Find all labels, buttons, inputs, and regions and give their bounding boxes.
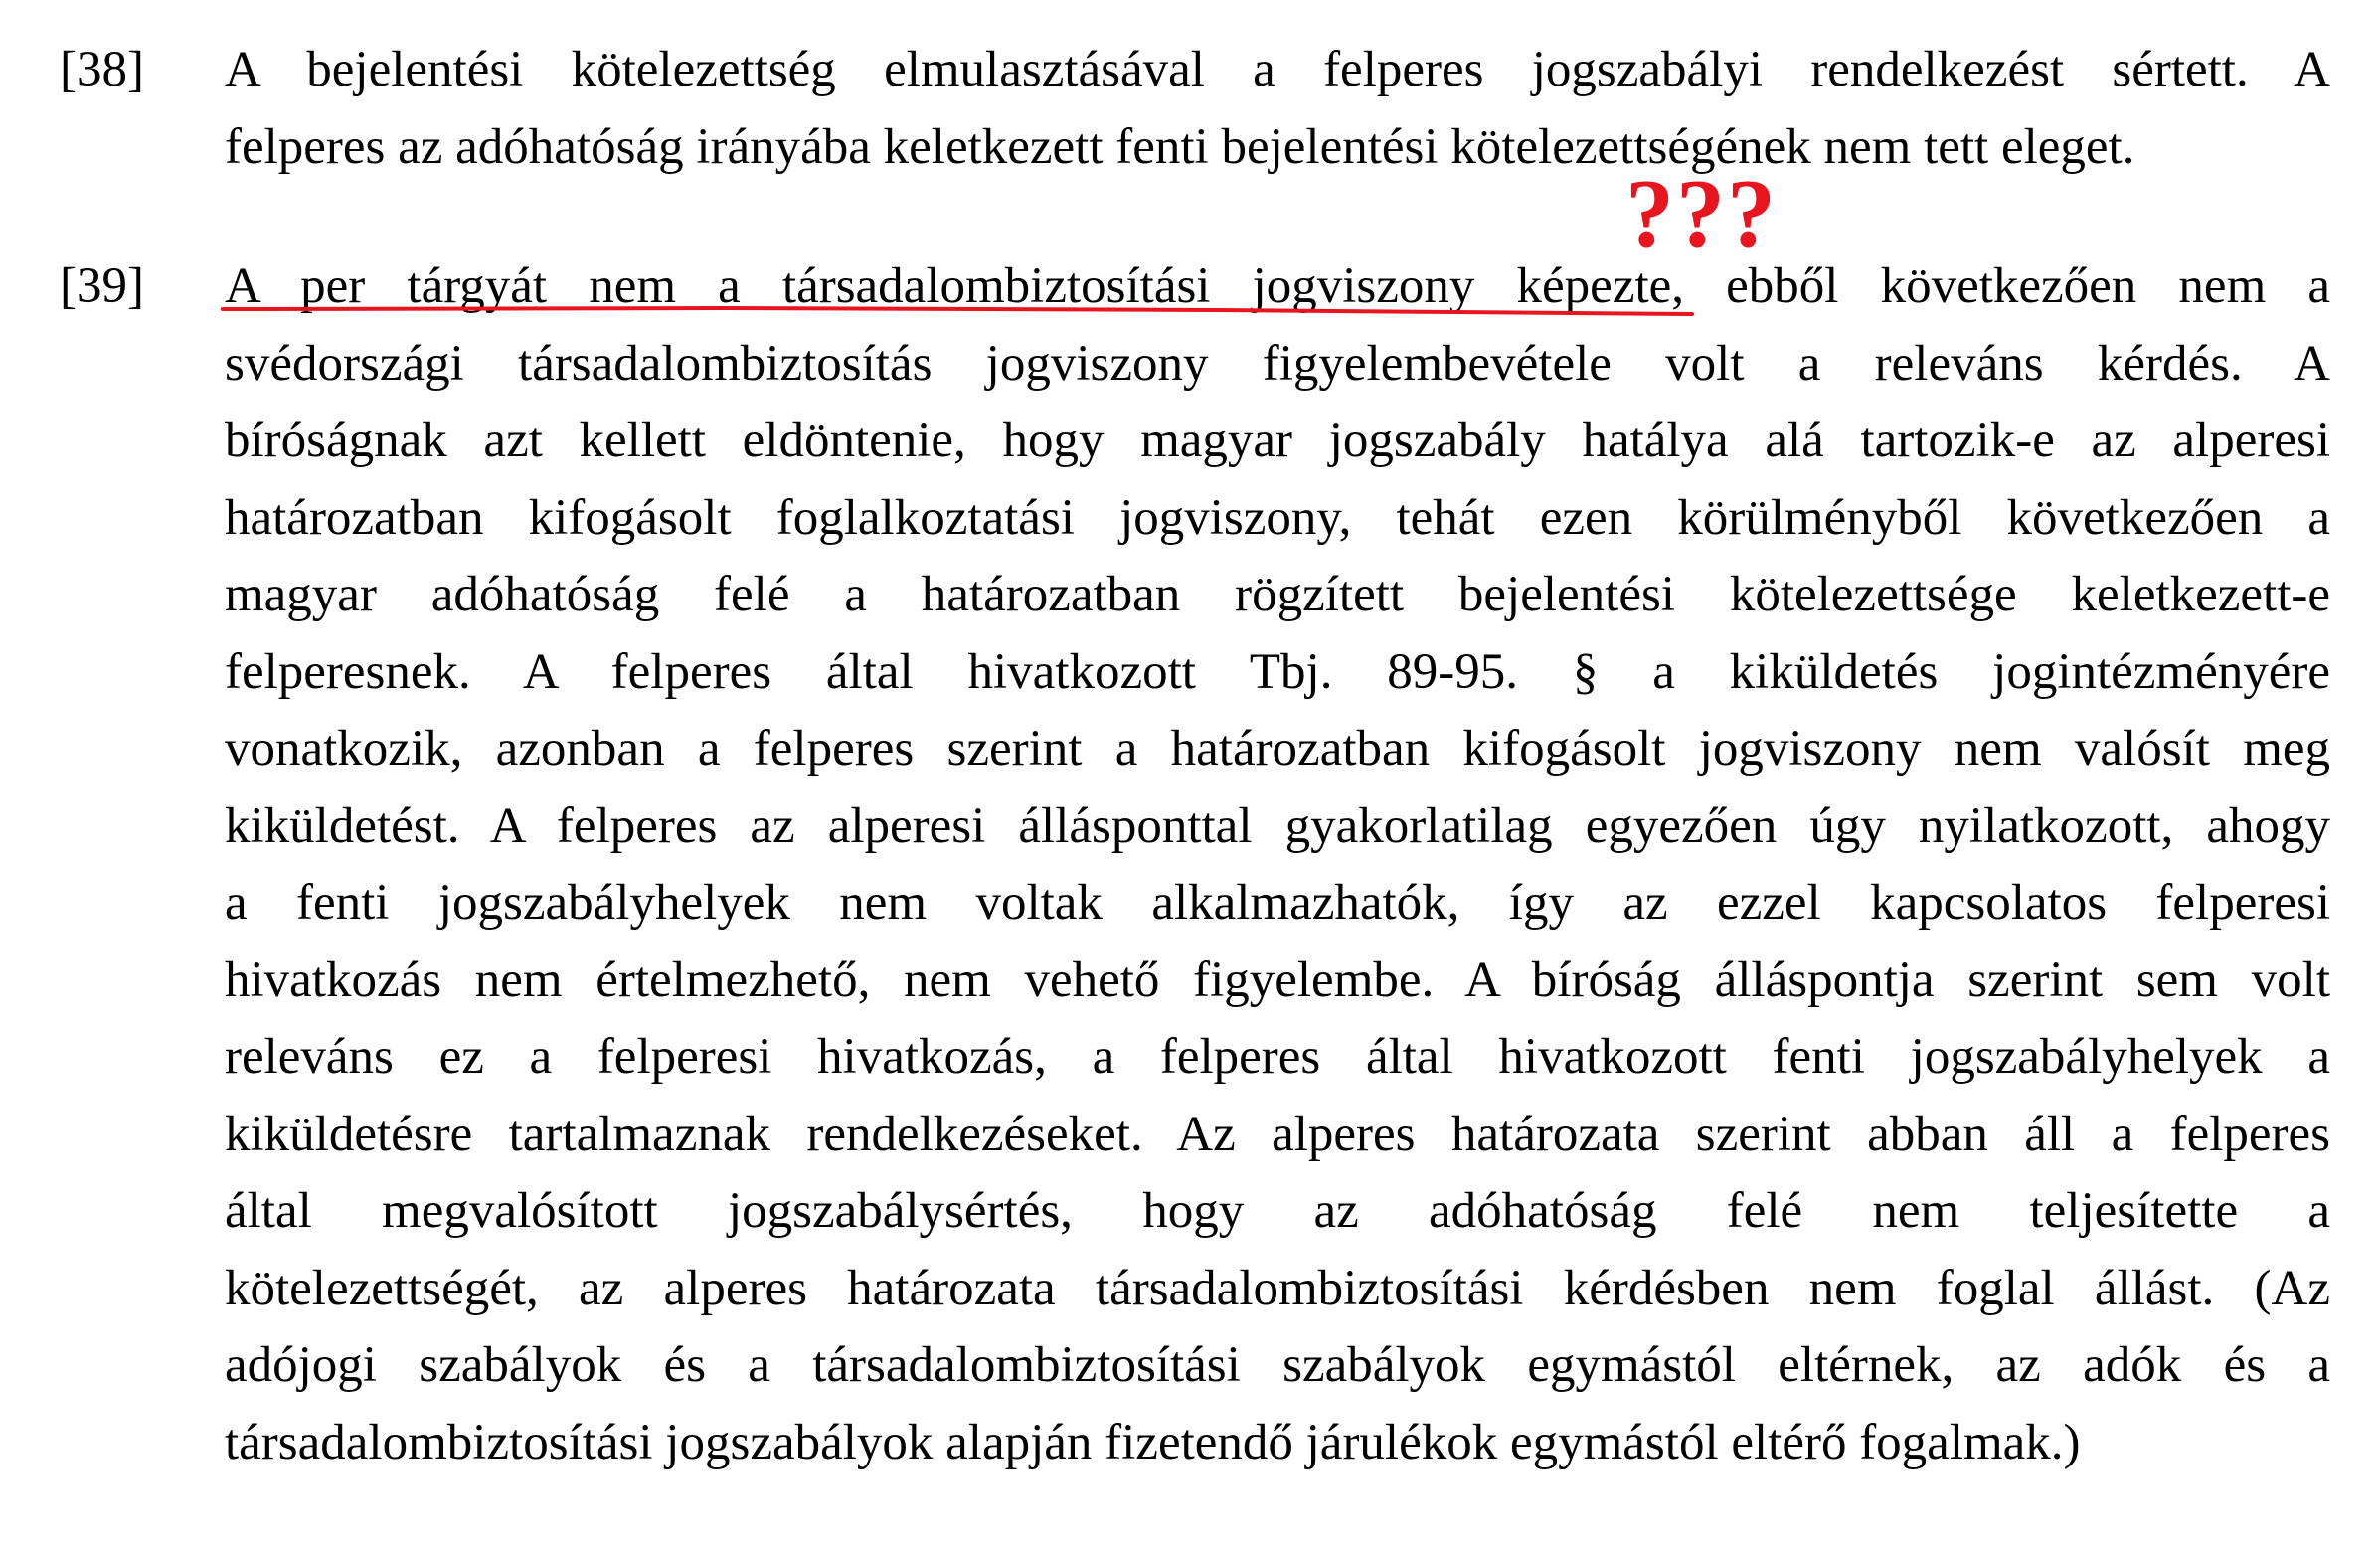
paragraph-line: kötelezettségét, az alperes határozata társadalombiztosítási kérdésben nem foglal állást. (Az	[225, 1260, 2330, 1316]
paragraph-line: határozatban kifogásolt foglalkoztatási jogviszony, tehát ezen körülményből következően a	[225, 489, 2330, 546]
paragraph-line: felperes az adóhatóság irányába keletkezett fenti bejelentési kötelezettségének nem tett eleget.	[225, 118, 2135, 175]
paragraph-line: felperesnek. A felperes által hivatkozott Tbj. 89-95. § a kiküldetés jogintézményére	[225, 643, 2330, 700]
paragraph-line: svédországi társadalombiztosítás jogviszony figyelembevétele volt a releváns kérdés. A	[225, 335, 2330, 392]
paragraph-line: által megvalósított jogszabálysértés, hogy az adóhatóság felé nem teljesítette a	[225, 1183, 2330, 1239]
paragraph-line: A bejelentési kötelezettség elmulasztásával a felperes jogszabályi rendelkezést sértett. A	[225, 42, 2330, 97]
paragraph-line: magyar adóhatóság felé a határozatban rögzített bejelentési kötelezettsége keletkezett-e	[225, 567, 2330, 622]
paragraph-line: adójogi szabályok és a társadalombiztosítási szabályok egymástól eltérnek, az adók és a	[225, 1337, 2330, 1393]
paragraph-line: A per tárgyát nem a társadalombiztosítási jogviszony képezte, ebből következően nem a	[225, 258, 2330, 314]
paragraph-number: [39]	[60, 258, 144, 314]
question-marks-annotation: ???	[1625, 160, 1778, 267]
paragraph-line: bíróságnak azt kellett eldöntenie, hogy magyar jogszabály hatálya alá tartozik-e az alperesi	[225, 413, 2330, 468]
paragraph-number: [38]	[60, 42, 144, 97]
paragraph-line: a fenti jogszabályhelyek nem voltak alkalmazhatók, így az ezzel kapcsolatos felperesi	[225, 875, 2330, 931]
paragraph-line: hivatkozás nem értelmezhető, nem vehető figyelembe. A bíróság álláspontja szerint sem volt	[225, 951, 2330, 1008]
paragraph-line: társadalombiztosítási jogszabályok alapján fizetendő járulékok egymástól eltérő fogalmak.)	[225, 1414, 2081, 1470]
red-underline-icon	[221, 303, 1694, 317]
paragraph-line: releváns ez a felperesi hivatkozás, a felperes által hivatkozott fenti jogszabályhelyek a	[225, 1029, 2330, 1085]
paragraph-line: kiküldetésre tartalmaznak rendelkezéseket. Az alperes határozata szerint abban áll a felperes	[225, 1106, 2330, 1162]
paragraph-line: kiküldetést. A felperes az alperesi állásponttal gyakorlatilag egyezően úgy nyilatkozott, ahogy	[225, 797, 2330, 854]
paragraph-line: vonatkozik, azonban a felperes szerint a határozatban kifogásolt jogviszony nem valósít meg	[225, 721, 2330, 776]
